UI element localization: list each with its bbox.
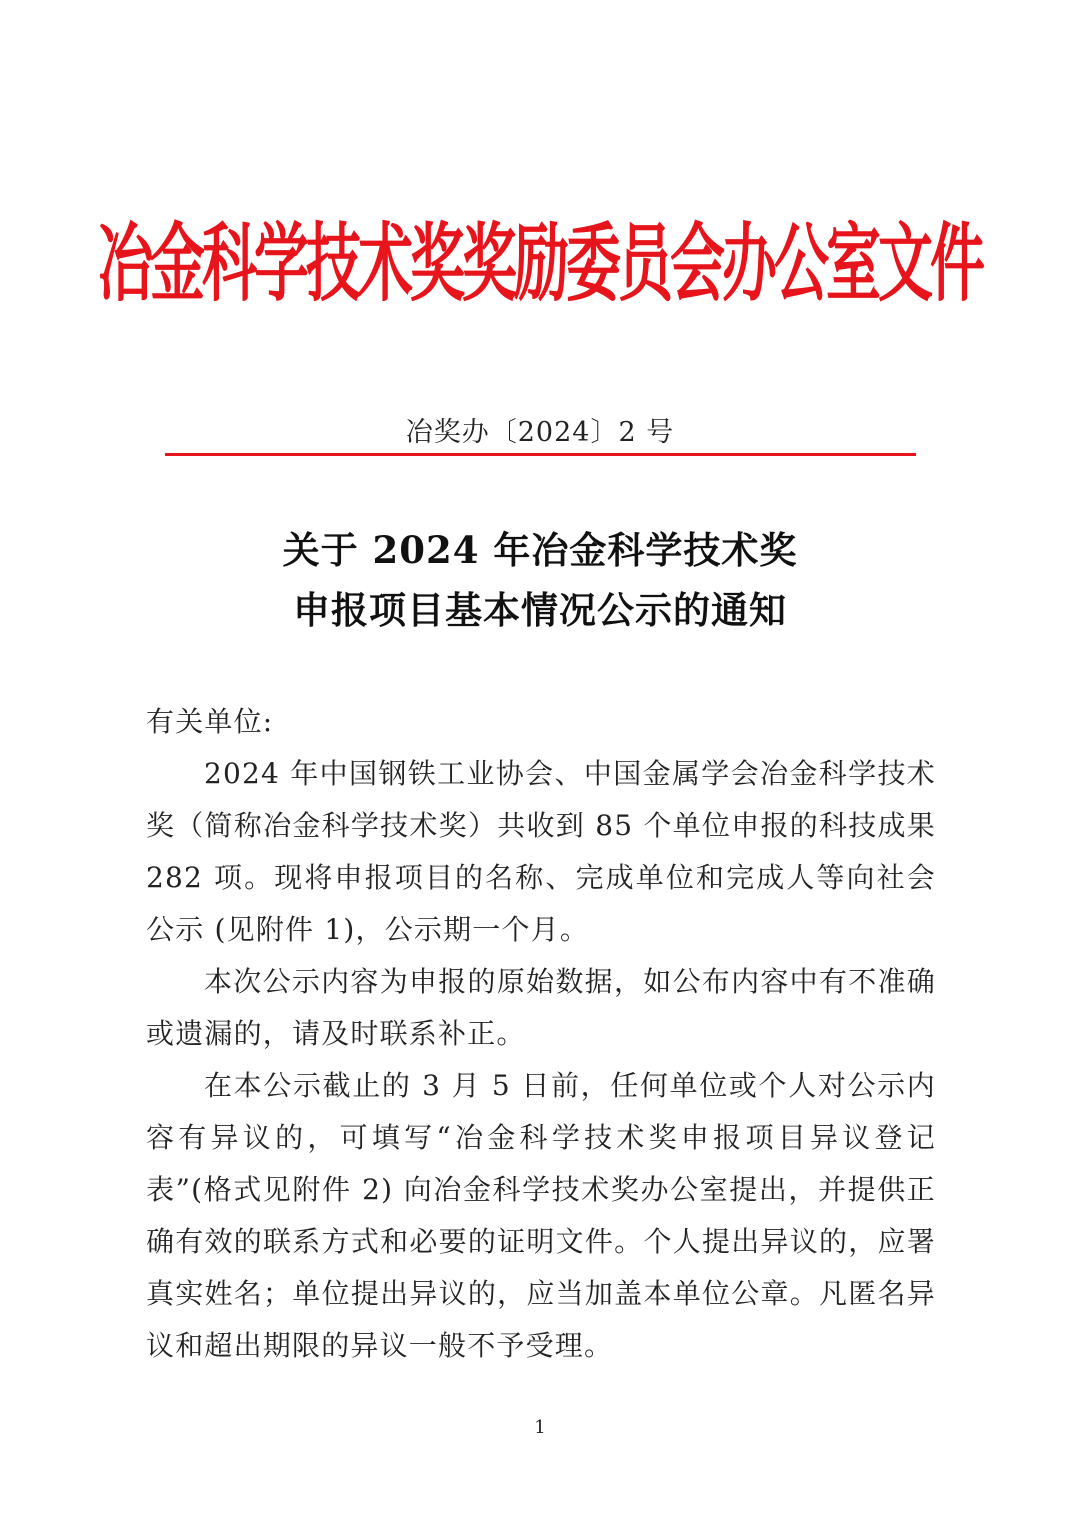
body-paragraph: 本次公示内容为申报的原始数据，如公布内容中有不准确或遗漏的，请及时联系补正。 <box>146 965 936 1050</box>
masthead-title: 冶金科学技术奖奖励委员会办公室文件 <box>98 213 983 313</box>
red-divider-line <box>165 453 916 456</box>
masthead <box>98 196 983 316</box>
page-number: 1 <box>534 1417 546 1438</box>
notice-title-line-2: 申报项目基本情况公示的通知 <box>293 588 787 632</box>
salutation: 有关单位: <box>146 705 274 738</box>
body-paragraph: 在本公示截止的 3 月 5 日前，任何单位或个人对公示内容有异议的，可填写“冶金科学技术奖申报项目异议登记表”(格式见附件 2) 向冶金科学技术奖办公室提出，并提供正确有效的联系方式和必要的证明文件。个人提出异议的，应署真实姓名；单位提出异议的，应当加盖本单位公章。凡匿名异议和超出期限的异议一般不予受理。 <box>146 1069 936 1362</box>
notice-body <box>146 696 936 1372</box>
body-paragraph: 2024 年中国钢铁工业协会、中国金属学会冶金科学技术奖（简称冶金科学技术奖）共收到 85 个单位申报的科技成果 282 项。现将申报项目的名称、完成单位和完成人等向社会公示 (见附件 1)，公示期一个月。 <box>146 757 936 946</box>
document-number: 冶奖办〔2024〕2 号 <box>405 417 675 448</box>
notice-title-line-1: 关于 2024 年冶金科学技术奖 <box>282 528 798 572</box>
